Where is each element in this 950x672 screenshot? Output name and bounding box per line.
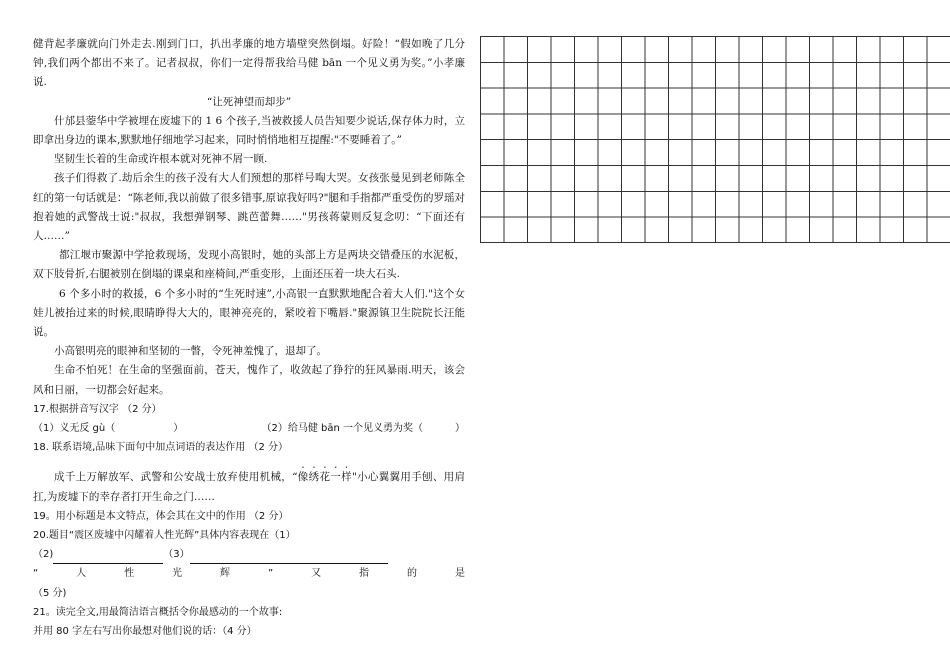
paragraph: 健背起孝廉就向门外走去.刚到门口，扒出孝廉的地方墙壁突然倒塌。好险！“假如晚了几分钟,我们两个都出不来了。记者叔叔，你们一定得帮我给马健 bān 一个见义勇为奖。”小孝廉说. bbox=[33, 38, 465, 89]
answer-blank[interactable] bbox=[53, 550, 163, 564]
question-17-item-1: （1）义无反 gù（ ） bbox=[33, 423, 184, 435]
question-20-line: “ 人 性 光 辉 ” 又 指 的 是 bbox=[33, 568, 465, 580]
section-subtitle: “让死神望而却步” bbox=[206, 95, 292, 108]
question-17: 17.根据拼音写汉字 （2 分） bbox=[33, 403, 162, 415]
paragraph: 生命不怕死！在生命的坚强面前，苍天，愧作了，收敛起了狰狞的狂风暴雨.明天，该会风和日丽，一切都会好起来。 bbox=[33, 364, 465, 396]
paragraph: 小高银明亮的眼神和坚韧的一瞥，令死神羞愧了，退却了。 bbox=[54, 345, 327, 358]
question-17-items bbox=[33, 419, 465, 438]
paragraph: 坚韧生长着的生命或许根本就对死神不屑一顾. bbox=[54, 153, 268, 166]
question-19: 19。用小标题是本文特点，体会其在文中的作用 （2 分） bbox=[33, 510, 289, 522]
question-21: 21。读完全文,用最简洁语言概括令你最感动的一个故事: bbox=[33, 606, 283, 618]
left-column bbox=[33, 35, 465, 641]
question-17-item-2: （2）给马健 bān 一个见义勇为奖（ ） bbox=[261, 423, 465, 435]
dotted-phrase: 像绣花一样 bbox=[297, 471, 352, 484]
question-20-score: （5 分) bbox=[33, 587, 67, 599]
paragraph: 什邡县蓥华中学被埋在废墟下的 1 6 个孩子,当被救援人员告知要少说话,保存体力时，立即拿出身边的课本,默默地仔细地学习起来，同时悄悄地相互提醒:"不要睡着了。” bbox=[33, 114, 465, 147]
question-20-blanks: （2) （3） bbox=[33, 545, 465, 564]
question-21-instruction: 并用 80 字左右写出你最想对他们说的话：（4 分） bbox=[33, 626, 257, 638]
answer-blank[interactable] bbox=[190, 550, 388, 564]
question-18: 18. 联系语境,品味下面句中加点词语的表达作用 （2 分） bbox=[33, 442, 288, 454]
paragraph: 都江堰市聚源中学抢救现场，发现小高银时，她的头部上方是两块交错叠压的水泥板，双下肢骨折,右腿被别在倒塌的课桌和座椅间,严重变形，上面还压着一块大石头. bbox=[33, 249, 465, 281]
paragraph: 孩子们得救了.劫后余生的孩子没有大人们预想的那样号啕大哭。女孩张曼见到老师陈全红的第一句话就是：“陈老师,我以前做了很多错事,原谅我好吗?"腿和手指都严重受伤的罗瑶对抱着她的武警战士说:"叔叔，我想弹钢琴、跳芭蕾舞……"男孩蒋蒙则反复念叨：“下面还有人……” bbox=[33, 172, 466, 243]
writing-grid[interactable] bbox=[480, 36, 950, 243]
question-18-quote: 成千上万解放军、武警和公安战士放弃使用机械，“像绣花一样"小心翼翼用手刨、用肩扛,为废墟下的幸存者打开生命之门…… bbox=[33, 471, 465, 503]
paragraph: 6 个多小时的救援，6 个多小时的“生死时速”,小高银一直默默地配合着大人们."这个女娃儿被抬过来的时候,眼睛睁得大大的，眼神亮亮的，紧咬着下嘴唇."聚源镇卫生院院长汪能说。 bbox=[33, 287, 465, 339]
question-20: 20.题目“震区废墟中闪耀着人性光辉”具体内容表现在（1） bbox=[33, 530, 296, 542]
